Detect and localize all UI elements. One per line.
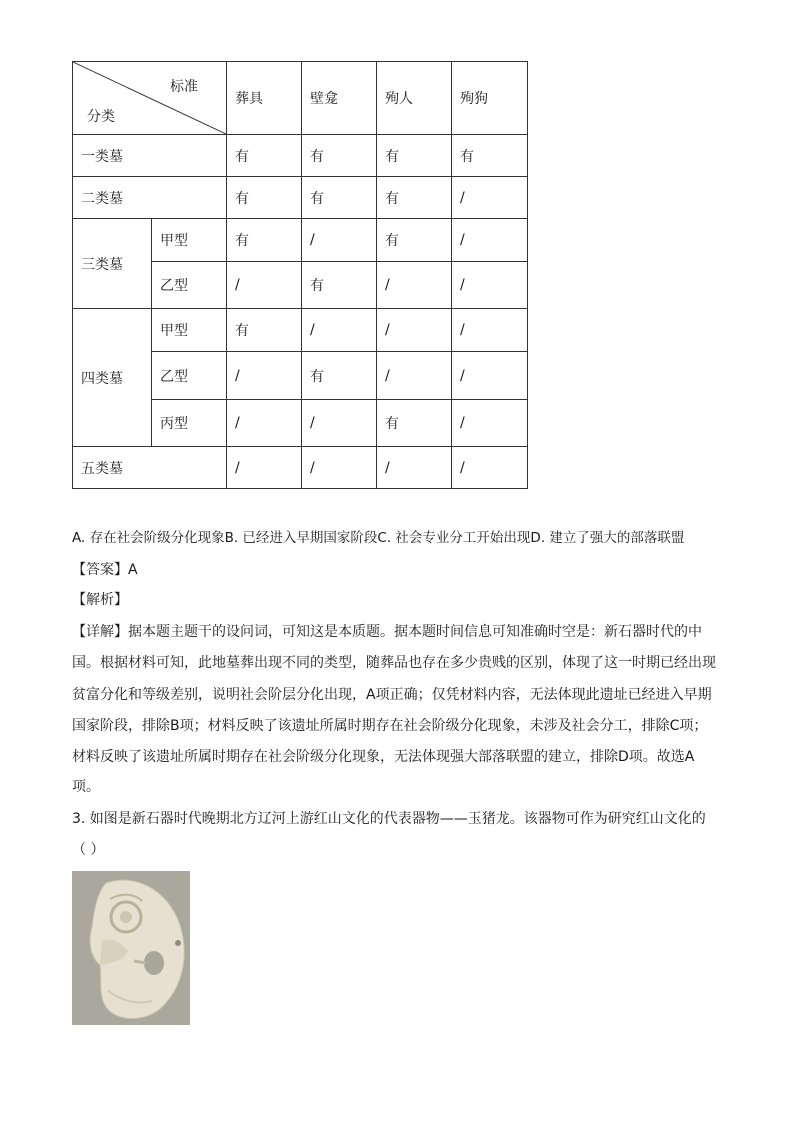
table-row <box>73 177 528 219</box>
value-cell: / <box>227 352 302 400</box>
value-cell: / <box>302 219 377 262</box>
value-cell: 有 <box>377 135 452 177</box>
jade-pig-dragon-icon <box>72 871 190 1025</box>
category-cell: 四类墓 <box>73 309 152 447</box>
subtype-cell: 乙型 <box>152 352 227 400</box>
category-cell: 一类墓 <box>73 135 227 177</box>
table-row <box>73 135 528 177</box>
value-cell: 有 <box>377 219 452 262</box>
value-cell: / <box>377 309 452 352</box>
value-cell: / <box>452 177 528 219</box>
value-cell: / <box>452 447 528 489</box>
value-cell: / <box>377 262 452 309</box>
detail-line-4: 国家阶段，排除B项；材料反映了该遗址所属时期存在社会阶级分化现象，未涉及社会分工，排除C项； <box>72 718 708 734</box>
header-cell: 葬具 <box>227 62 302 135</box>
value-cell: 有 <box>452 135 528 177</box>
detail-text: 据本题主题干的设问词，可知这是本质题。据本题时间信息可知准确时空是：新石器时代的中 <box>128 624 702 640</box>
detail-line-5: 材料反映了该遗址所属时期存在社会阶级分化现象，无法体现强大部落联盟的建立，排除D项。故选A <box>72 749 695 765</box>
value-cell: / <box>227 400 302 447</box>
value-cell: / <box>302 400 377 447</box>
header-cell: 殉人 <box>377 62 452 135</box>
value-cell: / <box>302 447 377 489</box>
analysis-label: 【解析】 <box>72 592 128 608</box>
value-cell: / <box>452 400 528 447</box>
table-row <box>73 309 528 352</box>
value-cell: 有 <box>302 135 377 177</box>
value-cell: 有 <box>227 135 302 177</box>
value-cell: / <box>227 262 302 309</box>
value-cell: 有 <box>302 352 377 400</box>
answer-options: A. 存在社会阶级分化现象B. 已经进入早期国家阶段C. 社会专业分工开始出现D. 建立了强大的部落联盟 <box>72 530 685 546</box>
value-cell: / <box>452 309 528 352</box>
jade-pig-dragon-photo <box>72 871 190 1025</box>
question-3-bracket: （ ） <box>72 842 105 858</box>
category-cell: 三类墓 <box>73 219 152 309</box>
answer-line <box>72 560 138 580</box>
corner-label-category: 分类 <box>87 109 115 125</box>
header-cell: 壁龛 <box>302 62 377 135</box>
answer-value: A <box>128 562 138 578</box>
detail-line-1 <box>72 622 702 642</box>
value-cell: 有 <box>227 219 302 262</box>
category-cell: 二类墓 <box>73 177 227 219</box>
value-cell: 有 <box>302 262 377 309</box>
value-cell: 有 <box>302 177 377 219</box>
value-cell: 有 <box>227 177 302 219</box>
detail-line-3: 贫富分化和等级差别，说明社会阶层分化出现，A项正确；仅凭材料内容，无法体现此遗址已经进入早期 <box>72 687 712 703</box>
subtype-cell: 甲型 <box>152 219 227 262</box>
value-cell: / <box>227 447 302 489</box>
value-cell: 有 <box>227 309 302 352</box>
question-3-text: 3. 如图是新石器时代晚期北方辽河上游红山文化的代表器物——玉猪龙。该器物可作为研究红山文化的 <box>72 811 706 827</box>
subtype-cell: 丙型 <box>152 400 227 447</box>
value-cell: 有 <box>377 177 452 219</box>
detail-line-6: 项。 <box>72 779 100 795</box>
corner-label-standard: 标准 <box>170 79 198 95</box>
subtype-cell: 乙型 <box>152 262 227 309</box>
tomb-classification-table <box>72 61 528 489</box>
subtype-cell: 甲型 <box>152 309 227 352</box>
value-cell: / <box>452 219 528 262</box>
answer-label: 【答案】 <box>72 562 128 578</box>
value-cell: / <box>377 352 452 400</box>
detail-label: 【详解】 <box>72 624 128 640</box>
value-cell: 有 <box>377 400 452 447</box>
value-cell: / <box>452 262 528 309</box>
value-cell: / <box>452 352 528 400</box>
detail-line-2: 国。根据材料可知，此地墓葬出现不同的类型，随葬品也存在多少贵贱的区别，体现了这一时期已经出现 <box>72 655 716 671</box>
table-row <box>73 219 528 262</box>
value-cell: / <box>377 447 452 489</box>
category-cell: 五类墓 <box>73 447 227 489</box>
table-row <box>73 447 528 489</box>
header-cell: 殉狗 <box>452 62 528 135</box>
table-corner-cell <box>73 62 227 135</box>
value-cell: / <box>302 309 377 352</box>
